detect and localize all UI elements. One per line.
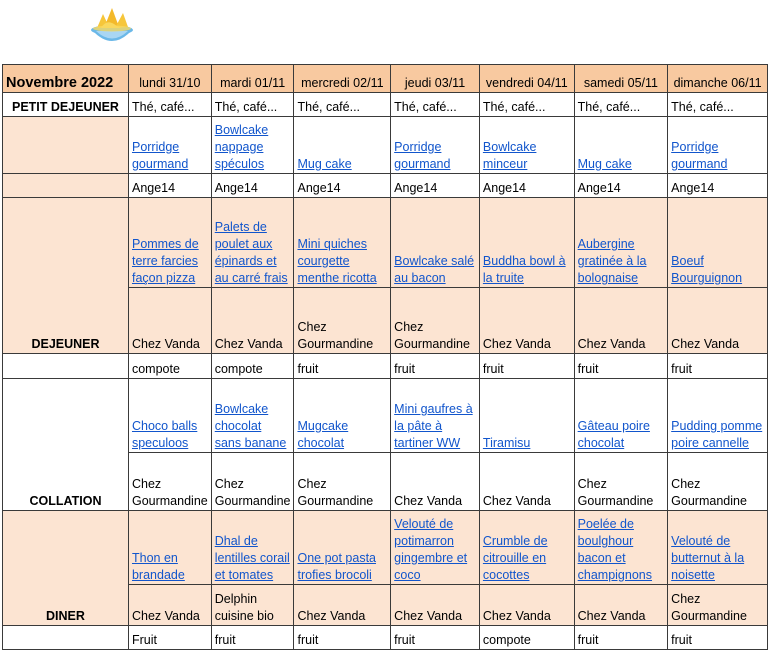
source-cell: Chez Gourmandine xyxy=(391,288,480,354)
header-row xyxy=(3,65,768,93)
source-cell: Ange14 xyxy=(668,174,768,198)
recipe-link[interactable]: Mug cake xyxy=(577,157,632,171)
day-header-sun: dimanche 06/11 xyxy=(668,65,768,93)
recipe-link[interactable]: Buddha bowl à la truite xyxy=(482,254,566,285)
source-cell: Chez Gourmandine xyxy=(668,453,768,511)
day-header-tue: mardi 01/11 xyxy=(211,65,294,93)
recipe-link[interactable]: Gâteau poire chocolat xyxy=(577,419,650,450)
bowl-of-fruit-icon xyxy=(88,4,136,46)
recipe-link[interactable]: Tiramisu xyxy=(482,436,531,450)
source-cell: Ange14 xyxy=(479,174,574,198)
recipe-link[interactable]: Pudding pomme poire cannelle xyxy=(671,419,763,450)
source-cell: Chez Gourmandine xyxy=(574,453,668,511)
day-header-sat: samedi 05/11 xyxy=(574,65,668,93)
section-spacer xyxy=(3,354,129,379)
breakfast-drink-row xyxy=(3,93,768,117)
source-cell: Ange14 xyxy=(294,174,391,198)
breakfast-drink-cell: Thé, café... xyxy=(211,93,294,117)
section-spacer xyxy=(3,117,129,174)
recipe-link[interactable]: Pommes de terre farcies façon pizza xyxy=(131,237,199,285)
recipe-link[interactable]: Boeuf Bourguignon xyxy=(671,254,743,285)
source-cell: Ange14 xyxy=(211,174,294,198)
source-cell: Chez Vanda xyxy=(668,288,768,354)
recipe-link[interactable]: Mug cake xyxy=(297,157,352,171)
source-cell: Chez Gourmandine xyxy=(668,585,768,626)
recipe-link[interactable]: Bowlcake minceur xyxy=(482,140,537,171)
dessert-cell: fruit xyxy=(391,626,480,650)
recipe-link[interactable]: Mini quiches courgette menthe ricotta xyxy=(297,237,377,285)
dinner-recipe-row xyxy=(3,511,768,585)
recipe-link[interactable]: Bowlcake salé au bacon xyxy=(394,254,475,285)
breakfast-drink-cell: Thé, café... xyxy=(668,93,768,117)
section-label-dejeuner: DEJEUNER xyxy=(3,198,129,354)
source-cell: Chez Vanda xyxy=(574,585,668,626)
breakfast-drink-cell: Thé, café... xyxy=(128,93,211,117)
recipe-link[interactable]: Thon en brandade xyxy=(131,551,185,582)
snack-recipe-row xyxy=(3,379,768,453)
month-title: Novembre 2022 xyxy=(3,65,129,93)
source-cell: Ange14 xyxy=(128,174,211,198)
source-cell: Ange14 xyxy=(391,174,480,198)
source-cell: Ange14 xyxy=(574,174,668,198)
breakfast-drink-cell: Thé, café... xyxy=(391,93,480,117)
source-cell: Chez Vanda xyxy=(574,288,668,354)
source-cell: Chez Gourmandine xyxy=(211,453,294,511)
recipe-link[interactable]: Palets de poulet aux épinards et au carré frais xyxy=(214,220,288,285)
recipe-link[interactable]: Porridge gourmand xyxy=(131,140,189,171)
source-cell: Chez Gourmandine xyxy=(128,453,211,511)
recipe-link[interactable]: Bowlcake nappage spéculos xyxy=(214,123,269,171)
recipe-link[interactable]: Velouté de potimarron gingembre et coco xyxy=(394,517,468,582)
source-cell: Chez Vanda xyxy=(128,585,211,626)
day-header-thu: jeudi 03/11 xyxy=(391,65,480,93)
source-cell: Chez Vanda xyxy=(128,288,211,354)
recipe-link[interactable]: Velouté de butternut à la noisette xyxy=(671,534,745,582)
dessert-cell: fruit xyxy=(668,354,768,379)
section-label-diner: DINER xyxy=(3,511,129,626)
breakfast-source-row xyxy=(3,174,768,198)
meal-plan-table xyxy=(2,64,768,650)
source-cell: Chez Gourmandine xyxy=(294,288,391,354)
recipe-link[interactable]: Dhal de lentilles corail et tomates xyxy=(214,534,290,582)
day-header-fri: vendredi 04/11 xyxy=(479,65,574,93)
recipe-link[interactable]: Choco balls speculoos xyxy=(131,419,198,450)
lunch-dessert-row xyxy=(3,354,768,379)
source-cell: Chez Vanda xyxy=(211,288,294,354)
source-cell: Chez Gourmandine xyxy=(294,453,391,511)
source-cell: Chez Vanda xyxy=(479,288,574,354)
recipe-link[interactable]: Bowlcake chocolat sans banane xyxy=(214,402,287,450)
breakfast-drink-cell: Thé, café... xyxy=(294,93,391,117)
recipe-link[interactable]: Porridge gourmand xyxy=(394,140,451,171)
breakfast-recipe-row xyxy=(3,117,768,174)
lunch-recipe-row xyxy=(3,198,768,288)
recipe-link[interactable]: Mugcake chocolat xyxy=(297,419,349,450)
dessert-cell: fruit xyxy=(668,626,768,650)
breakfast-drink-cell: Thé, café... xyxy=(479,93,574,117)
recipe-link[interactable]: One pot pasta trofies brocoli xyxy=(297,551,377,582)
day-header-mon: lundi 31/10 xyxy=(128,65,211,93)
source-cell: Delphin cuisine bio xyxy=(211,585,294,626)
recipe-link[interactable]: Poelée de boulghour bacon et champignons xyxy=(577,517,652,582)
section-spacer xyxy=(3,174,129,198)
dessert-cell: fruit xyxy=(391,354,480,379)
recipe-link[interactable]: Crumble de citrouille en cocottes xyxy=(482,534,548,582)
dessert-cell: fruit xyxy=(294,354,391,379)
recipe-link[interactable]: Mini gaufres à la pâte à tartiner WW xyxy=(394,402,473,450)
dessert-cell: Fruit xyxy=(128,626,211,650)
source-cell: Chez Vanda xyxy=(391,453,480,511)
dessert-cell: compote xyxy=(479,626,574,650)
recipe-link[interactable]: Aubergine gratinée à la bolognaise xyxy=(577,237,647,285)
dessert-cell: fruit xyxy=(294,626,391,650)
day-header-wed: mercredi 02/11 xyxy=(294,65,391,93)
section-label-collation: COLLATION xyxy=(3,379,129,511)
section-label-petit-dejeuner: PETIT DEJEUNER xyxy=(3,93,129,117)
recipe-link[interactable]: Porridge gourmand xyxy=(671,140,728,171)
dinner-dessert-row xyxy=(3,626,768,650)
dessert-cell: compote xyxy=(211,354,294,379)
source-cell: Chez Vanda xyxy=(294,585,391,626)
dessert-cell: fruit xyxy=(574,354,668,379)
breakfast-drink-cell: Thé, café... xyxy=(574,93,668,117)
dessert-cell: fruit xyxy=(574,626,668,650)
section-spacer xyxy=(3,626,129,650)
dessert-cell: fruit xyxy=(479,354,574,379)
source-cell: Chez Vanda xyxy=(479,453,574,511)
source-cell: Chez Vanda xyxy=(479,585,574,626)
dessert-cell: fruit xyxy=(211,626,294,650)
dessert-cell: compote xyxy=(128,354,211,379)
source-cell: Chez Vanda xyxy=(391,585,480,626)
